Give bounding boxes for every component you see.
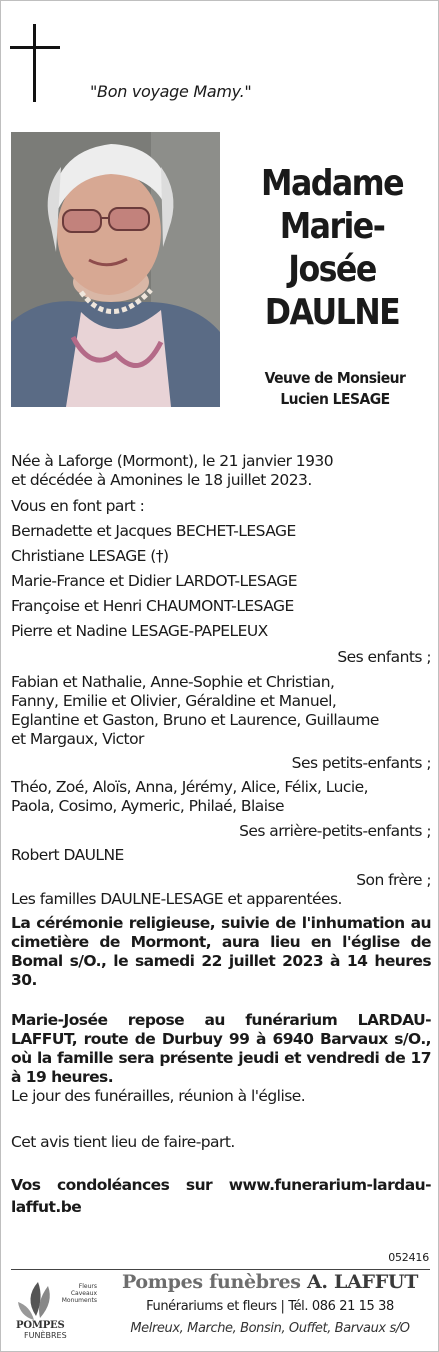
brother-label: Son frère ; xyxy=(356,871,431,889)
reference-number: 052416 xyxy=(388,1251,429,1264)
birth-line: Née à Laforge (Mormont), le 21 janvier 1930 xyxy=(11,452,334,470)
name-line: Madame xyxy=(261,163,403,204)
child-entry: Pierre et Nadine LESAGE-PAPELEUX xyxy=(11,622,268,640)
child-entry: Françoise et Henri CHAUMONT-LESAGE xyxy=(11,597,294,615)
condolences-word: condoléances xyxy=(57,1176,170,1194)
meeting-line: Le jour des funérailles, réunion à l'église. xyxy=(11,1087,306,1105)
birth-line: et décédée à Amonines le 18 juillet 2023. xyxy=(11,471,312,489)
condolences-word: sur xyxy=(185,1176,213,1194)
company-prefix: Pompes funèbres xyxy=(121,1271,307,1293)
widow-line: Lucien LESAGE xyxy=(280,390,390,408)
portrait-illustration xyxy=(11,132,220,407)
great-grandchildren-line: Paola, Cosimo, Aymeric, Philaé, Blaise xyxy=(11,797,284,815)
condolences-website[interactable]: www.funerarium-lardau- xyxy=(228,1176,431,1194)
name-line: DAULNE xyxy=(264,292,400,333)
great-grandchildren-line: Théo, Zoé, Aloïs, Anna, Jérémy, Alice, Félix, Lucie, xyxy=(11,778,368,796)
notice-line: Cet avis tient lieu de faire-part. xyxy=(11,1133,235,1151)
logo-tagline-line: Caveaux xyxy=(70,1290,97,1297)
children-label: Ses enfants ; xyxy=(337,648,431,666)
child-entry: Marie-France et Didier LARDOT-LESAGE xyxy=(11,572,297,590)
great-grandchildren-label: Ses arrière-petits-enfants ; xyxy=(239,822,431,840)
logo-word: POMPES xyxy=(16,1320,65,1331)
deceased-name xyxy=(240,162,423,334)
name-line: Marie- xyxy=(279,206,385,247)
name-line: Josée xyxy=(288,249,376,290)
visitation-paragraph: Marie-Josée repose au funérarium LARDAU-LAFFUT, route de Durbuy 99 à 6940 Barvaux s/O., où la famille sera présente jeudi et vendredi de 17 à 19 heures. xyxy=(11,1011,431,1086)
widow-of xyxy=(239,368,432,410)
condolences-word: Vos xyxy=(11,1176,41,1194)
logo-tagline-line: Monuments xyxy=(61,1297,97,1304)
grandchildren-line: Fabian et Nathalie, Anne-Sophie et Christian, xyxy=(11,673,335,691)
company-name xyxy=(110,1271,430,1293)
company-locations: Melreux, Marche, Bonsin, Ouffet, Barvaux s/O xyxy=(130,1321,410,1336)
grandchildren-line: Fanny, Emilie et Olivier, Géraldine et Manuel, xyxy=(11,692,337,710)
condolences-website-tail[interactable]: laffut.be xyxy=(11,1198,82,1216)
ceremony-paragraph: La cérémonie religieuse, suivie de l'inhumation au cimetière de Mormont, aura lieu en l'église de Bomal s/O., le samedi 22 juillet 2023 à 14 heures 30. xyxy=(11,914,431,989)
logo-tagline xyxy=(52,1283,97,1304)
footer-divider xyxy=(11,1269,430,1270)
company-contact: Funérariums et fleurs | Tél. 086 21 15 38 xyxy=(146,1299,394,1314)
child-entry: Christiane LESAGE (†) xyxy=(11,547,169,565)
child-entry: Bernadette et Jacques BECHET-LESAGE xyxy=(11,522,296,540)
announce-line: Vous en font part : xyxy=(11,497,145,515)
brother-name: Robert DAULNE xyxy=(11,846,124,864)
quote: "Bon voyage Mamy." xyxy=(90,82,252,101)
logo-tagline-line: Fleurs xyxy=(78,1283,97,1290)
grandchildren-label: Ses petits-enfants ; xyxy=(291,754,431,772)
condolences xyxy=(11,1174,431,1218)
portrait-photo xyxy=(11,132,220,407)
company-owner: A. LAFFUT xyxy=(306,1271,419,1293)
widow-line: Veuve de Monsieur xyxy=(264,369,406,387)
logo-word-secondary: FUNÈBRES xyxy=(24,1331,67,1340)
families-line: Les familles DAULNE-LESAGE et apparentées. xyxy=(11,890,342,908)
grandchildren-line: et Margaux, Victor xyxy=(11,730,144,748)
grandchildren-line: Eglantine et Gaston, Bruno et Laurence, Guillaume xyxy=(11,711,379,729)
